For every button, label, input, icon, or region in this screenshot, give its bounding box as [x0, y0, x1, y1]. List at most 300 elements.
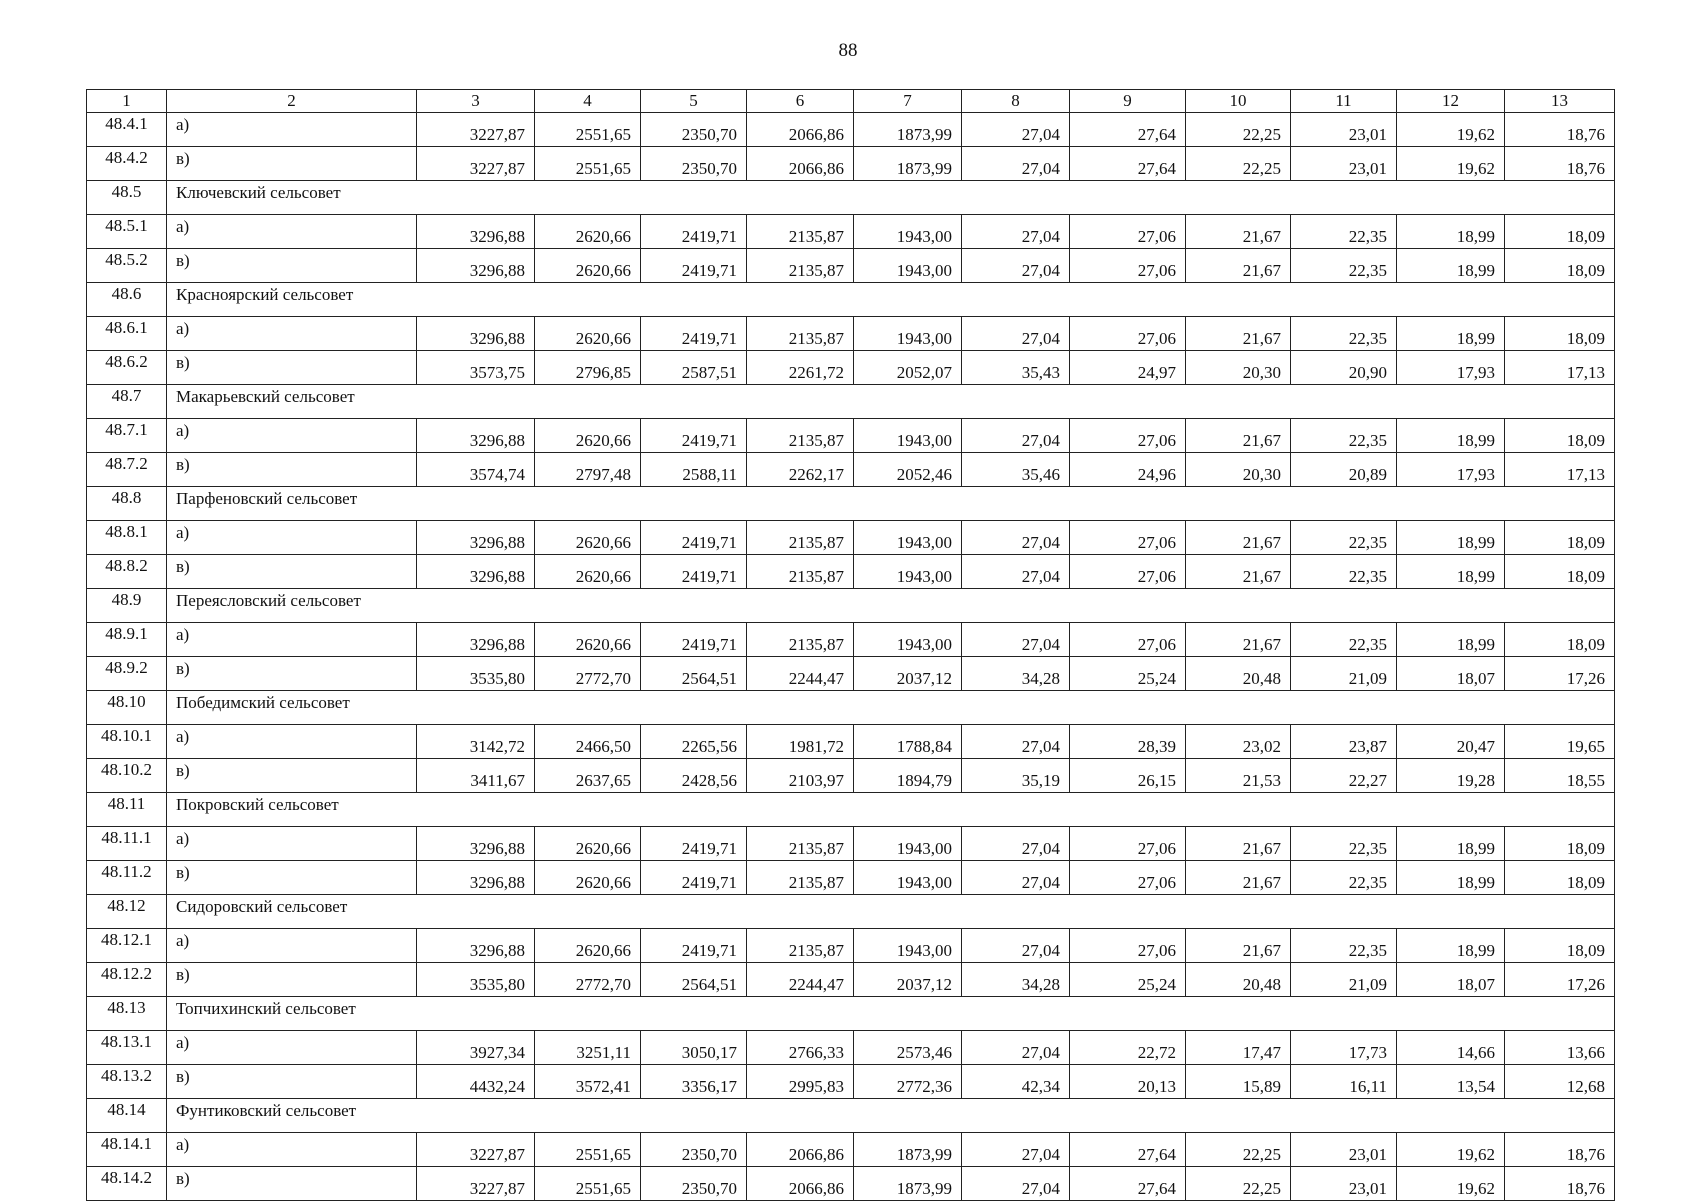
- value-cell: 27,04: [962, 861, 1070, 895]
- value-cell: 19,65: [1505, 725, 1615, 759]
- value-cell: 1981,72: [747, 725, 854, 759]
- column-header: 12: [1397, 90, 1505, 113]
- header-row: [87, 90, 1615, 113]
- table-row: [87, 827, 1615, 861]
- section-name: Макарьевский сельсовет: [167, 385, 1615, 419]
- value-cell: 1873,99: [854, 147, 962, 181]
- value-cell: 18,09: [1505, 555, 1615, 589]
- value-cell: 2066,86: [747, 113, 854, 147]
- row-label: в): [167, 861, 417, 895]
- column-header: 3: [417, 90, 535, 113]
- value-cell: 13,66: [1505, 1031, 1615, 1065]
- value-cell: 2135,87: [747, 215, 854, 249]
- value-cell: 17,13: [1505, 351, 1615, 385]
- value-cell: 23,01: [1291, 113, 1397, 147]
- row-label: в): [167, 453, 417, 487]
- section-code: 48.7: [87, 385, 167, 419]
- value-cell: 2551,65: [535, 1167, 641, 1201]
- value-cell: 42,34: [962, 1065, 1070, 1099]
- value-cell: 20,48: [1186, 963, 1291, 997]
- value-cell: 17,93: [1397, 351, 1505, 385]
- section-row: [87, 691, 1615, 725]
- value-cell: 22,35: [1291, 317, 1397, 351]
- value-cell: 2419,71: [641, 623, 747, 657]
- value-cell: 3573,75: [417, 351, 535, 385]
- table-row: [87, 351, 1615, 385]
- value-cell: 3251,11: [535, 1031, 641, 1065]
- row-code: 48.4.2: [87, 147, 167, 181]
- row-label: а): [167, 317, 417, 351]
- value-cell: 2551,65: [535, 1133, 641, 1167]
- row-code: 48.8.1: [87, 521, 167, 555]
- value-cell: 34,28: [962, 963, 1070, 997]
- value-cell: 2620,66: [535, 419, 641, 453]
- value-cell: 20,47: [1397, 725, 1505, 759]
- value-cell: 17,26: [1505, 963, 1615, 997]
- value-cell: 18,99: [1397, 623, 1505, 657]
- value-cell: 2419,71: [641, 317, 747, 351]
- value-cell: 20,90: [1291, 351, 1397, 385]
- row-label: в): [167, 1167, 417, 1201]
- column-header: 1: [87, 90, 167, 113]
- row-code: 48.12.2: [87, 963, 167, 997]
- value-cell: 22,35: [1291, 827, 1397, 861]
- section-row: [87, 895, 1615, 929]
- value-cell: 16,11: [1291, 1065, 1397, 1099]
- value-cell: 3296,88: [417, 623, 535, 657]
- value-cell: 21,67: [1186, 521, 1291, 555]
- value-cell: 18,09: [1505, 861, 1615, 895]
- value-cell: 21,67: [1186, 623, 1291, 657]
- value-cell: 14,66: [1397, 1031, 1505, 1065]
- table-row: [87, 147, 1615, 181]
- section-code: 48.14: [87, 1099, 167, 1133]
- column-header: 5: [641, 90, 747, 113]
- value-cell: 27,04: [962, 623, 1070, 657]
- table-row: [87, 1133, 1615, 1167]
- value-cell: 3296,88: [417, 861, 535, 895]
- value-cell: 1943,00: [854, 419, 962, 453]
- value-cell: 2052,07: [854, 351, 962, 385]
- row-label: а): [167, 419, 417, 453]
- row-code: 48.4.1: [87, 113, 167, 147]
- value-cell: 2135,87: [747, 317, 854, 351]
- value-cell: 1943,00: [854, 861, 962, 895]
- value-cell: 27,06: [1070, 521, 1186, 555]
- column-header: 13: [1505, 90, 1615, 113]
- row-code: 48.11.2: [87, 861, 167, 895]
- value-cell: 2419,71: [641, 555, 747, 589]
- value-cell: 2135,87: [747, 623, 854, 657]
- section-code: 48.11: [87, 793, 167, 827]
- value-cell: 3535,80: [417, 963, 535, 997]
- value-cell: 3927,34: [417, 1031, 535, 1065]
- row-code: 48.9.2: [87, 657, 167, 691]
- row-label: а): [167, 521, 417, 555]
- row-code: 48.13.2: [87, 1065, 167, 1099]
- value-cell: 2244,47: [747, 657, 854, 691]
- value-cell: 18,07: [1397, 963, 1505, 997]
- value-cell: 15,89: [1186, 1065, 1291, 1099]
- value-cell: 19,62: [1397, 113, 1505, 147]
- value-cell: 2620,66: [535, 827, 641, 861]
- value-cell: 17,47: [1186, 1031, 1291, 1065]
- value-cell: 22,35: [1291, 249, 1397, 283]
- value-cell: 3296,88: [417, 521, 535, 555]
- value-cell: 3356,17: [641, 1065, 747, 1099]
- value-cell: 18,76: [1505, 147, 1615, 181]
- value-cell: 17,26: [1505, 657, 1615, 691]
- value-cell: 21,53: [1186, 759, 1291, 793]
- value-cell: 3296,88: [417, 929, 535, 963]
- row-code: 48.10.2: [87, 759, 167, 793]
- value-cell: 18,07: [1397, 657, 1505, 691]
- row-label: в): [167, 249, 417, 283]
- value-cell: 2350,70: [641, 1167, 747, 1201]
- row-code: 48.7.1: [87, 419, 167, 453]
- value-cell: 34,28: [962, 657, 1070, 691]
- value-cell: 12,68: [1505, 1065, 1615, 1099]
- value-cell: 2564,51: [641, 963, 747, 997]
- section-row: [87, 589, 1615, 623]
- value-cell: 3227,87: [417, 147, 535, 181]
- row-label: а): [167, 1133, 417, 1167]
- value-cell: 3411,67: [417, 759, 535, 793]
- value-cell: 18,09: [1505, 419, 1615, 453]
- value-cell: 2587,51: [641, 351, 747, 385]
- row-label: в): [167, 1065, 417, 1099]
- value-cell: 23,87: [1291, 725, 1397, 759]
- value-cell: 25,24: [1070, 963, 1186, 997]
- value-cell: 27,04: [962, 147, 1070, 181]
- value-cell: 1943,00: [854, 827, 962, 861]
- value-cell: 21,09: [1291, 963, 1397, 997]
- row-label: в): [167, 147, 417, 181]
- row-code: 48.11.1: [87, 827, 167, 861]
- value-cell: 1943,00: [854, 623, 962, 657]
- value-cell: 20,89: [1291, 453, 1397, 487]
- table-row: [87, 929, 1615, 963]
- value-cell: 22,35: [1291, 861, 1397, 895]
- row-code: 48.12.1: [87, 929, 167, 963]
- value-cell: 18,76: [1505, 1133, 1615, 1167]
- row-code: 48.6.2: [87, 351, 167, 385]
- row-label: в): [167, 351, 417, 385]
- value-cell: 24,96: [1070, 453, 1186, 487]
- value-cell: 22,35: [1291, 215, 1397, 249]
- column-header: 8: [962, 90, 1070, 113]
- value-cell: 17,13: [1505, 453, 1615, 487]
- value-cell: 18,09: [1505, 623, 1615, 657]
- value-cell: 20,30: [1186, 453, 1291, 487]
- value-cell: 35,46: [962, 453, 1070, 487]
- value-cell: 2037,12: [854, 963, 962, 997]
- value-cell: 2796,85: [535, 351, 641, 385]
- value-cell: 2620,66: [535, 623, 641, 657]
- value-cell: 27,04: [962, 521, 1070, 555]
- section-row: [87, 181, 1615, 215]
- value-cell: 27,04: [962, 317, 1070, 351]
- value-cell: 2066,86: [747, 1167, 854, 1201]
- column-header: 9: [1070, 90, 1186, 113]
- row-label: в): [167, 657, 417, 691]
- value-cell: 18,99: [1397, 521, 1505, 555]
- value-cell: 21,67: [1186, 929, 1291, 963]
- value-cell: 18,09: [1505, 827, 1615, 861]
- value-cell: 21,67: [1186, 317, 1291, 351]
- table-body: [87, 90, 1615, 1201]
- value-cell: 18,09: [1505, 929, 1615, 963]
- value-cell: 2551,65: [535, 147, 641, 181]
- section-name: Сидоровский сельсовет: [167, 895, 1615, 929]
- section-row: [87, 283, 1615, 317]
- value-cell: 27,04: [962, 827, 1070, 861]
- value-cell: 25,24: [1070, 657, 1186, 691]
- value-cell: 22,25: [1186, 147, 1291, 181]
- value-cell: 27,06: [1070, 249, 1186, 283]
- value-cell: 18,09: [1505, 215, 1615, 249]
- value-cell: 18,99: [1397, 861, 1505, 895]
- section-code: 48.9: [87, 589, 167, 623]
- value-cell: 18,09: [1505, 249, 1615, 283]
- value-cell: 18,09: [1505, 521, 1615, 555]
- section-code: 48.8: [87, 487, 167, 521]
- row-code: 48.13.1: [87, 1031, 167, 1065]
- value-cell: 3574,74: [417, 453, 535, 487]
- value-cell: 18,76: [1505, 113, 1615, 147]
- value-cell: 3296,88: [417, 555, 535, 589]
- value-cell: 17,93: [1397, 453, 1505, 487]
- value-cell: 4432,24: [417, 1065, 535, 1099]
- value-cell: 19,62: [1397, 1167, 1505, 1201]
- value-cell: 18,99: [1397, 419, 1505, 453]
- value-cell: 18,99: [1397, 249, 1505, 283]
- section-row: [87, 487, 1615, 521]
- value-cell: 18,76: [1505, 1167, 1615, 1201]
- value-cell: 2135,87: [747, 419, 854, 453]
- section-name: Покровский сельсовет: [167, 793, 1615, 827]
- row-code: 48.5.1: [87, 215, 167, 249]
- column-header: 11: [1291, 90, 1397, 113]
- value-cell: 27,06: [1070, 623, 1186, 657]
- value-cell: 3296,88: [417, 419, 535, 453]
- value-cell: 2419,71: [641, 929, 747, 963]
- value-cell: 2135,87: [747, 929, 854, 963]
- value-cell: 3296,88: [417, 249, 535, 283]
- row-label: в): [167, 759, 417, 793]
- value-cell: 3572,41: [535, 1065, 641, 1099]
- value-cell: 27,04: [962, 1167, 1070, 1201]
- section-row: [87, 385, 1615, 419]
- value-cell: 2419,71: [641, 521, 747, 555]
- table-row: [87, 113, 1615, 147]
- section-code: 48.13: [87, 997, 167, 1031]
- value-cell: 2135,87: [747, 521, 854, 555]
- value-cell: 35,19: [962, 759, 1070, 793]
- table-row: [87, 759, 1615, 793]
- value-cell: 2066,86: [747, 147, 854, 181]
- value-cell: 2573,46: [854, 1031, 962, 1065]
- value-cell: 27,04: [962, 725, 1070, 759]
- value-cell: 20,13: [1070, 1065, 1186, 1099]
- value-cell: 2419,71: [641, 215, 747, 249]
- value-cell: 3142,72: [417, 725, 535, 759]
- row-label: а): [167, 929, 417, 963]
- value-cell: 22,25: [1186, 1133, 1291, 1167]
- table-row: [87, 623, 1615, 657]
- value-cell: 2466,50: [535, 725, 641, 759]
- value-cell: 27,06: [1070, 861, 1186, 895]
- value-cell: 27,06: [1070, 827, 1186, 861]
- value-cell: 28,39: [1070, 725, 1186, 759]
- row-code: 48.7.2: [87, 453, 167, 487]
- value-cell: 27,06: [1070, 555, 1186, 589]
- row-label: а): [167, 113, 417, 147]
- value-cell: 27,06: [1070, 419, 1186, 453]
- value-cell: 27,06: [1070, 215, 1186, 249]
- value-cell: 22,35: [1291, 419, 1397, 453]
- section-name: Красноярский сельсовет: [167, 283, 1615, 317]
- row-code: 48.5.2: [87, 249, 167, 283]
- value-cell: 2052,46: [854, 453, 962, 487]
- row-label: а): [167, 1031, 417, 1065]
- section-code: 48.10: [87, 691, 167, 725]
- row-code: 48.6.1: [87, 317, 167, 351]
- value-cell: 22,35: [1291, 555, 1397, 589]
- value-cell: 2620,66: [535, 929, 641, 963]
- value-cell: 27,64: [1070, 147, 1186, 181]
- section-code: 48.12: [87, 895, 167, 929]
- value-cell: 20,48: [1186, 657, 1291, 691]
- value-cell: 2037,12: [854, 657, 962, 691]
- table-row: [87, 861, 1615, 895]
- value-cell: 27,64: [1070, 113, 1186, 147]
- value-cell: 1943,00: [854, 215, 962, 249]
- value-cell: 21,67: [1186, 215, 1291, 249]
- value-cell: 27,06: [1070, 317, 1186, 351]
- section-code: 48.5: [87, 181, 167, 215]
- row-label: в): [167, 963, 417, 997]
- value-cell: 2766,33: [747, 1031, 854, 1065]
- value-cell: 2620,66: [535, 555, 641, 589]
- row-code: 48.14.1: [87, 1133, 167, 1167]
- value-cell: 1873,99: [854, 1167, 962, 1201]
- value-cell: 1873,99: [854, 1133, 962, 1167]
- value-cell: 19,62: [1397, 147, 1505, 181]
- value-cell: 2620,66: [535, 521, 641, 555]
- value-cell: 2564,51: [641, 657, 747, 691]
- value-cell: 23,02: [1186, 725, 1291, 759]
- value-cell: 17,73: [1291, 1031, 1397, 1065]
- value-cell: 2066,86: [747, 1133, 854, 1167]
- section-row: [87, 997, 1615, 1031]
- value-cell: 2551,65: [535, 113, 641, 147]
- value-cell: 3296,88: [417, 215, 535, 249]
- value-cell: 1943,00: [854, 521, 962, 555]
- value-cell: 27,04: [962, 419, 1070, 453]
- value-cell: 13,54: [1397, 1065, 1505, 1099]
- value-cell: 2135,87: [747, 861, 854, 895]
- value-cell: 2350,70: [641, 1133, 747, 1167]
- value-cell: 23,01: [1291, 1133, 1397, 1167]
- row-code: 48.8.2: [87, 555, 167, 589]
- value-cell: 20,30: [1186, 351, 1291, 385]
- value-cell: 1943,00: [854, 249, 962, 283]
- value-cell: 2350,70: [641, 113, 747, 147]
- value-cell: 2772,36: [854, 1065, 962, 1099]
- value-cell: 18,99: [1397, 929, 1505, 963]
- value-cell: 27,04: [962, 215, 1070, 249]
- section-row: [87, 1099, 1615, 1133]
- column-header: 10: [1186, 90, 1291, 113]
- value-cell: 22,35: [1291, 929, 1397, 963]
- value-cell: 35,43: [962, 351, 1070, 385]
- column-header: 4: [535, 90, 641, 113]
- section-code: 48.6: [87, 283, 167, 317]
- value-cell: 22,35: [1291, 623, 1397, 657]
- section-name: Ключевский сельсовет: [167, 181, 1615, 215]
- table-row: [87, 1065, 1615, 1099]
- value-cell: 2620,66: [535, 861, 641, 895]
- value-cell: 18,99: [1397, 555, 1505, 589]
- value-cell: 2620,66: [535, 215, 641, 249]
- table-row: [87, 419, 1615, 453]
- value-cell: 22,25: [1186, 113, 1291, 147]
- value-cell: 22,27: [1291, 759, 1397, 793]
- table-row: [87, 963, 1615, 997]
- section-name: Топчихинский сельсовет: [167, 997, 1615, 1031]
- value-cell: 1943,00: [854, 929, 962, 963]
- value-cell: 22,35: [1291, 521, 1397, 555]
- value-cell: 1788,84: [854, 725, 962, 759]
- value-cell: 19,62: [1397, 1133, 1505, 1167]
- value-cell: 2244,47: [747, 963, 854, 997]
- value-cell: 2261,72: [747, 351, 854, 385]
- value-cell: 3050,17: [641, 1031, 747, 1065]
- value-cell: 1873,99: [854, 113, 962, 147]
- value-cell: 2772,70: [535, 657, 641, 691]
- value-cell: 2797,48: [535, 453, 641, 487]
- value-cell: 2995,83: [747, 1065, 854, 1099]
- table-row: [87, 215, 1615, 249]
- value-cell: 2265,56: [641, 725, 747, 759]
- value-cell: 24,97: [1070, 351, 1186, 385]
- value-cell: 21,67: [1186, 555, 1291, 589]
- value-cell: 3227,87: [417, 1167, 535, 1201]
- value-cell: 21,67: [1186, 419, 1291, 453]
- value-cell: 2620,66: [535, 249, 641, 283]
- table-row: [87, 317, 1615, 351]
- value-cell: 23,01: [1291, 1167, 1397, 1201]
- value-cell: 22,72: [1070, 1031, 1186, 1065]
- value-cell: 2103,97: [747, 759, 854, 793]
- value-cell: 3296,88: [417, 317, 535, 351]
- value-cell: 27,04: [962, 249, 1070, 283]
- table-row: [87, 453, 1615, 487]
- value-cell: 26,15: [1070, 759, 1186, 793]
- value-cell: 21,67: [1186, 827, 1291, 861]
- row-label: а): [167, 827, 417, 861]
- value-cell: 27,04: [962, 113, 1070, 147]
- value-cell: 2637,65: [535, 759, 641, 793]
- column-header: 7: [854, 90, 962, 113]
- value-cell: 27,04: [962, 1031, 1070, 1065]
- table-row: [87, 657, 1615, 691]
- table-row: [87, 1167, 1615, 1201]
- value-cell: 1943,00: [854, 317, 962, 351]
- row-label: а): [167, 623, 417, 657]
- value-cell: 2620,66: [535, 317, 641, 351]
